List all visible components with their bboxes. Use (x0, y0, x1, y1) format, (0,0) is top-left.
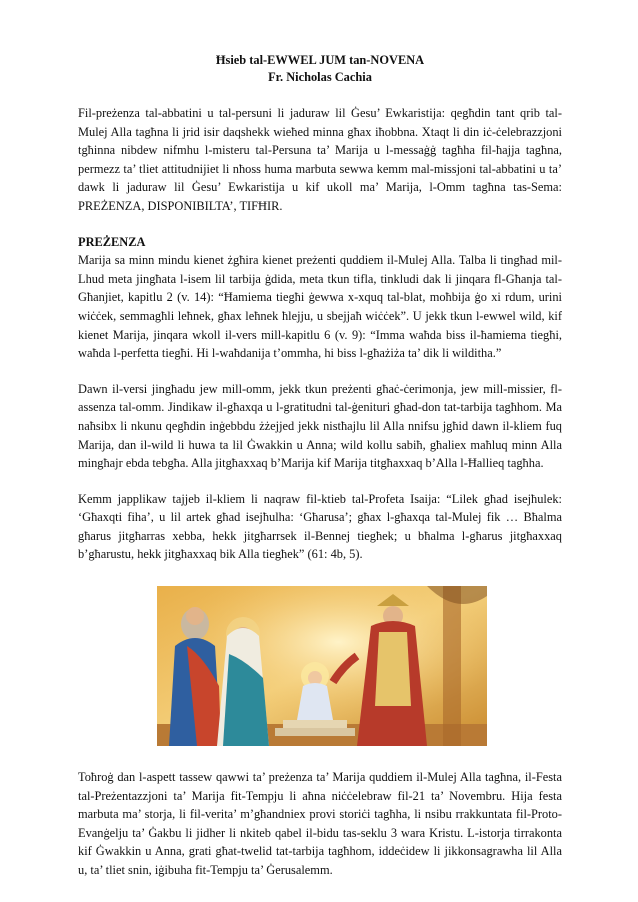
body-paragraph-2: Dawn il-versi jingħadu jew mill-omm, jekk tkun preżenti għaċ-ċerimonja, jew mill-missier, fl-assenza tal-omm. Jindikaw il-għaxqa u l-gratitudni tal-ġenituri għad-don tat-tarbija tagħhom. Ma naħsibx li nkunu qegħdin inġebbdu żżejjed jekk nistħajlu lil Alla nnifsu jgħid dawn il-kliem fuq Marija, dan il-wild li huwa ta lil Ġwakkin u Anna; wild kollu sabiħ, għaliex maħluq minn Alla mingħajr ebda tebgħa. Alla jitgħaxxaq b’Marija kif Marija titgħaxxaq b’Alla l-Ħallieq tagħha. (78, 381, 562, 471)
body-paragraph-1: Marija sa minn mindu kienet żgħira kienet preżenti quddiem il-Mulej Alla. Talba li tingħad mil-Lhud meta jingħata l-isem lil tarbija ġdida, meta tkun tifla, tinkludi dak li jinqara fl-Għanja tal-Għanjiet, kapitlu 2 (v. 14): “Ħamiema tiegħi ġewwa x-xquq tal-blat, moħbija ġo xi rdum, urini wiċċek, semmagħli leħnek, għax leħnek ħlejju, u sbejjaħ wiċċek”. U jekk tkun l-ewwel wild, kif kienet Marija, jinqara wkoll il-vers mill-kapitlu 6 (v. 9): “Imma waħda biss il-ħamiema tiegħi, waħda l-perfetta tiegħi. Hi l-waħdanija t’ommha, hi biss l-għażiża ta’ dik li wilditha.” (78, 253, 562, 361)
body-paragraph-3: Kemm japplikaw tajjeb il-kliem li naqraw fil-ktieb tal-Profeta Isaija: “Lilek għad isejħulek: ‘Għaxqti fiha’, u lil artek għad isejħulha: ‘Għarusa’; għax l-għaxqa tal-Mulej fik … Bħalma għarus jitgħarras xebba, hekk jitgħarrsek il-Bennej tiegħek; u bħalma l-għarus jitgħaxxaq b’għarustu, hekk jitgħaxxaq bik Alla tiegħek” (61: 4b, 5). (78, 491, 562, 562)
intro-paragraph: Fil-preżenza tal-abbatini u tal-persuni li jaduraw lil Ġesu’ Ewkaristija: qegħdin tant qrib tal-Mulej Alla tagħna li jrid isir daqshekk wieħed minna għax iħobbna. Xtaqt li din iċ-ċelebrazzjoni tgħinna nibdew nifmhu l-misteru tal-Persuna ta’ Marija u l-messaġġ tagħha fil-ħajja tagħna, permezz ta’ tliet attitudnijiet li nħoss huma marbuta sewwa kemm mal-missjoni tal-abbatini u ta’ dawk li jaduraw lil Ġesu’ Ewkaristija u kif ukoll ma’ Marija, l-Omm tagħna tas-Sema: PREŻENZA, DISPONIBILTA’, TIFĦIR. (78, 106, 562, 213)
document-title: Ħsieb tal-EWWEL JUM tan-NOVENA (215, 53, 425, 67)
temple-column (443, 586, 461, 746)
section-heading: PREŻENZA (78, 234, 146, 249)
body-paragraph-4: Toħroġ dan l-aspett tassew qawwi ta’ preżenza ta’ Marija quddiem il-Mulej Alla tagħna, il-Festa tal-Preżentazzjoni ta’ Marija fit-Tempju li aħna niċċelebraw fil-21 ta’ Novembru. Hija festa marbuta ma’ storja, li fil-verita’ m’għandniex provi storiċi tagħha, li nsibu rrakkuntata fil-Proto-Evanġelju ta’ Ġakbu li jidher li nkiteb qabel il-bidu tas-seklu 3 wara Kristu. L-istorja tirrakonta kif Ġwakkin u Anna, grati għat-twelid tat-tarbija tagħhom, iddeċidew li jikkonsagrawha lil Alla u, ta’ tliet snin, iġibuha fit-Tempju ta’ Ġerusalemm. (78, 770, 562, 878)
document-author: Fr. Nicholas Cachia (268, 70, 372, 84)
presentation-painting-image (157, 586, 487, 746)
